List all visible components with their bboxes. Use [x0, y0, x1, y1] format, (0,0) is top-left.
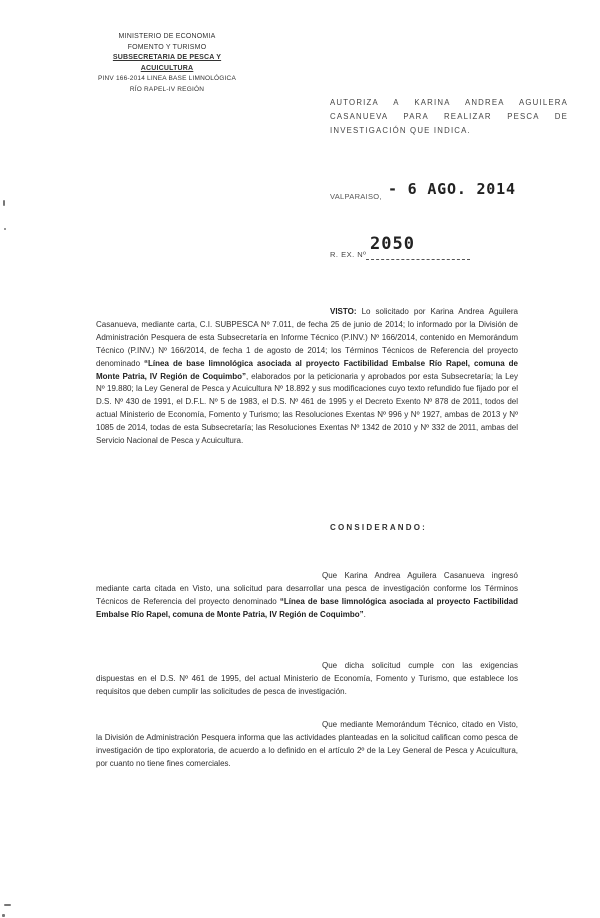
considerando-heading: CONSIDERANDO: [330, 523, 428, 532]
visto-text-2: , elaborados por la peticionaria y aprobados por esta Subsecretaría; la Ley Nº 19.880; la Ley General de Pesca y Acuicultura Nº 18.892 y sus modificaciones cuyo texto refundido fue fijado por el D.S. Nº 430 de 1991, el D.F.L. Nº 5 de 1983, el D.S. Nº 461 de 1995 y el Decreto Exento Nº 878 de 2011, todos del actual Ministerio de Economía, Fomento y Turismo; las Resoluciones Exentas Nº 996 y Nº 1927, ambas de 2013 y Nº 1085 de 2014, todas de esta Subsecretaría; las Resoluciones Exentas Nº 1342 de 2010 y Nº 332 de 2011, ambas del Servicio Nacional de Pesca y Acuicultura. [96, 371, 519, 446]
scan-speck [4, 904, 11, 906]
place-label: VALPARAISO, [330, 192, 382, 201]
visto-heading: VISTO: [330, 307, 357, 316]
resolution-number: 2050 [370, 234, 415, 254]
c1-text-1: Que Karina Andrea Aguilera Casanueva ingresó mediante carta citada en Visto, una solicitud para desarrollar una pesca de investigación conforme los Términos Técnicos de Referencia del proyecto denominado [96, 571, 518, 606]
c1-text-2: . [363, 609, 366, 619]
c1-project-name: “Línea de base limnológica asociada al proyecto Factibilidad Embalse Río Rapel, comuna de Monte Patria, IV Región de Coquimbo” [96, 596, 518, 619]
visto-paragraph [96, 306, 518, 448]
letterhead [92, 32, 242, 95]
c2-text: Que dicha solicitud cumple con las exigencias dispuestas en el D.S. Nº 461 de 1995, del actual Ministerio de Economía, Fomento y Turismo, que establece los requisitos que deben cumplir las solicitudes de pesca de investigación. [96, 661, 518, 696]
scan-speck [4, 228, 6, 230]
file-reference: PINV 166-2014 LINEA BASE LIMNOLÓGICA [98, 75, 236, 82]
date-stamp: - 6 AGO. 2014 [388, 180, 516, 198]
region-reference: RÍO RAPEL-IV REGIÓN [129, 85, 205, 93]
c3-text: Que mediante Memorándum Técnico, citado en Visto, la División de Administración Pesquera informa que las actividades planteadas en la solicitud califican como pesca de investigación de tipo exploratoria, de acuerdo a lo definido en el artículo 2º de la Ley General de Pesca y Acuicultura, por cuanto no tiene fines comerciales. [96, 720, 518, 768]
ministry-subname: FOMENTO Y TURISMO [127, 43, 207, 51]
resolution-number-label: R. EX. Nº [330, 250, 367, 259]
ministry-name: MINISTERIO DE ECONOMIA [118, 33, 216, 40]
considerando-paragraph-1 [96, 570, 518, 622]
visto-text-1: Lo solicitado por Karina Andrea Aguilera Casanueva, mediante carta, C.I. SUBPESCA Nº 7.011, de fecha 25 de junio de 2014; lo informado por la División de Administración Pesquera de esta Subsecretaría en Informe Técnico (P.INV.) Nº 166/2014, contenido en Memorándum Técnico (P.INV.) Nº 166/2014, de fecha 1 de agosto de 2014; los Términos Técnicos de Referencia del proyecto denominado [96, 307, 518, 368]
undersecretariat-name: SUBSECRETARIA DE PESCA Y ACUICULTURA [112, 54, 222, 72]
considerando-paragraph-2 [96, 660, 518, 699]
resolution-number-underline [366, 259, 470, 260]
scan-speck [3, 200, 5, 206]
resolution-title: AUTORIZA A KARINA ANDREA AGUILERA CASANUEVA PARA REALIZAR PESCA DE INVESTIGACIÓN QUE INDICA. [330, 98, 568, 135]
visto-project-name: “Línea de base limnológica asociada al proyecto Factibilidad Embalse Río Rapel, comuna de Monte Patria, IV Región de Coquimbo” [96, 358, 518, 381]
considerando-paragraph-3 [96, 719, 518, 771]
scan-speck [2, 914, 5, 917]
